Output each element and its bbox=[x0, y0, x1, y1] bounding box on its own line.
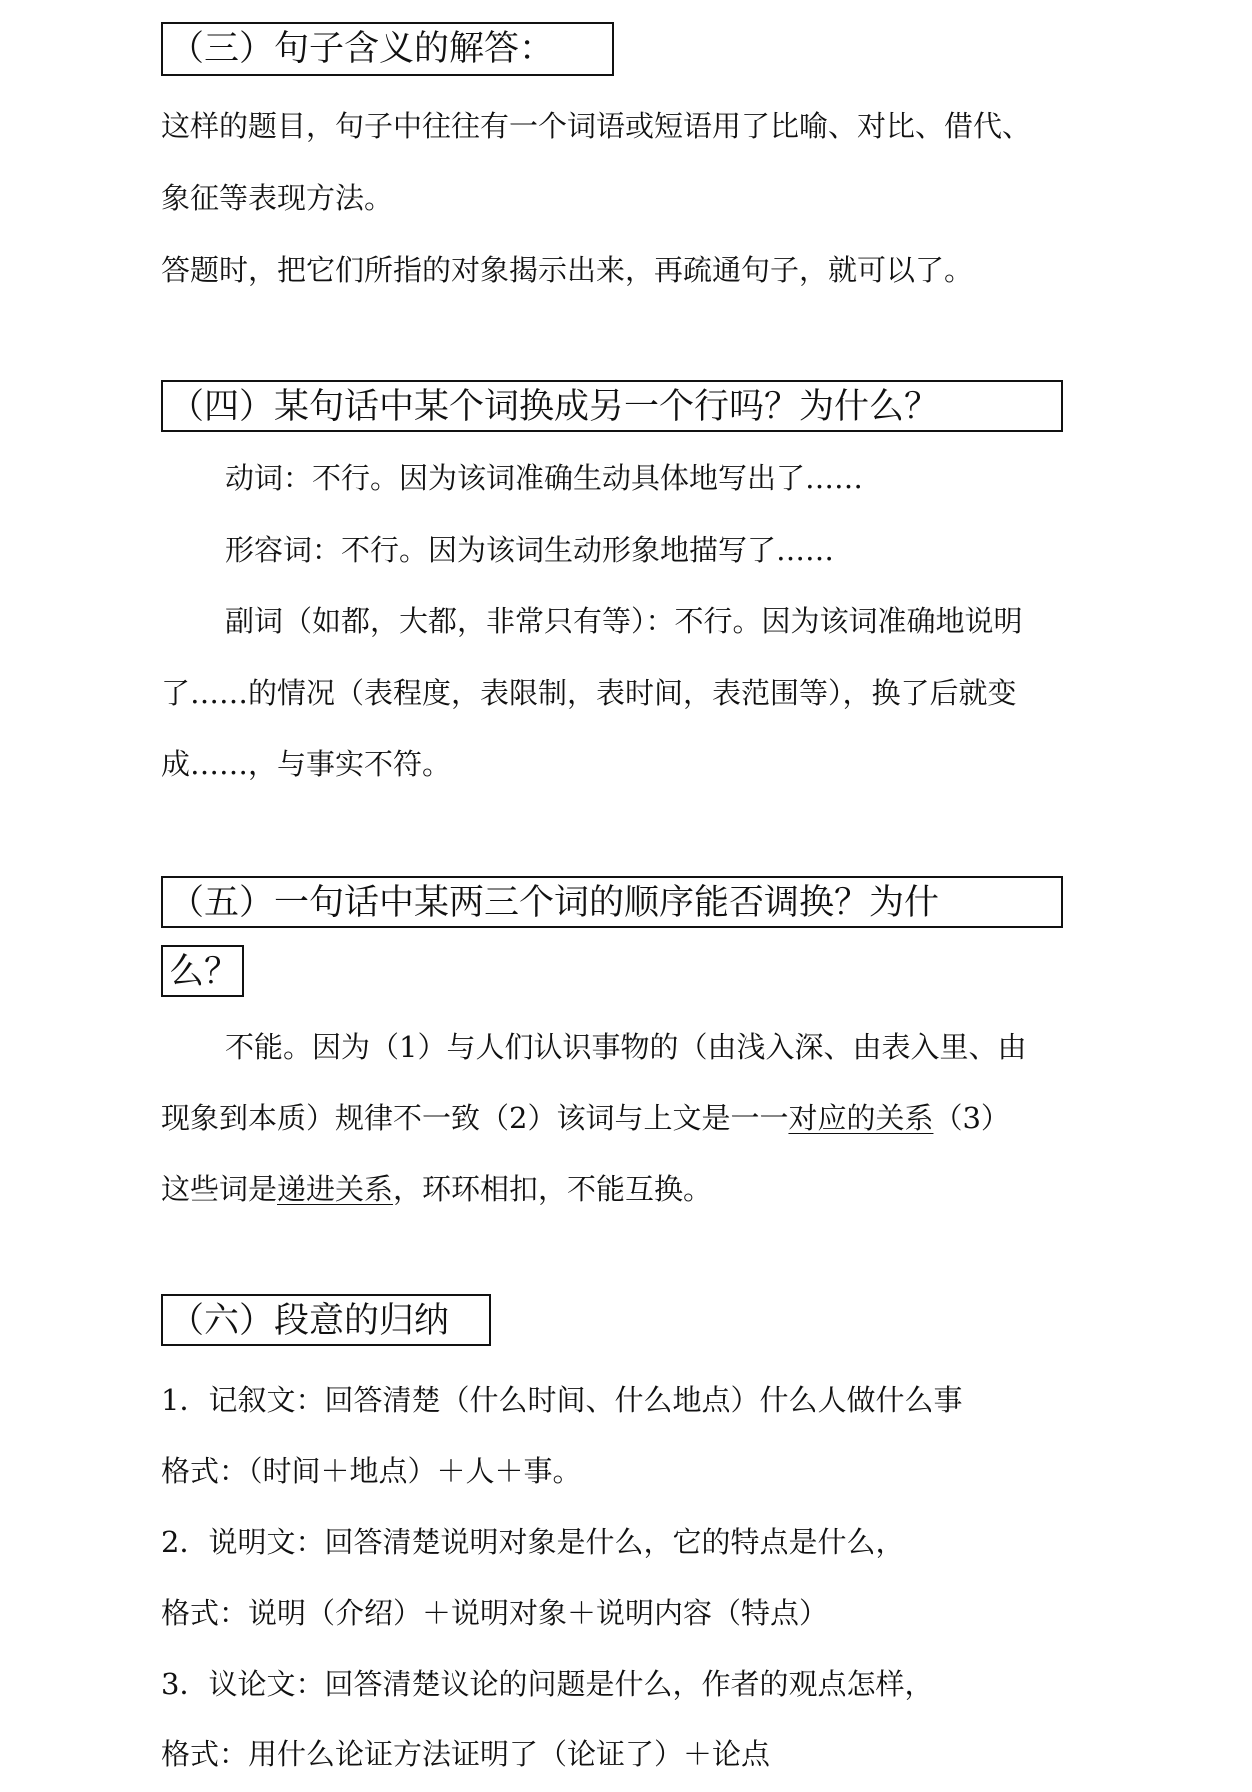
section-4-line-4: 了……的情况（表程度，表限制，表时间，表范围等），换了后就变 bbox=[161, 676, 1017, 710]
section-5-line-2-tail: （3） bbox=[933, 1101, 1010, 1135]
section-4-line-5: 成……，与事实不符。 bbox=[161, 747, 452, 781]
section-6-heading: （六）段意的归纳 bbox=[161, 1294, 491, 1346]
section-6-line-2: 格式：（时间＋地点）＋人＋事。 bbox=[161, 1454, 582, 1488]
section-5-heading-line-1: （五）一句话中某两三个词的顺序能否调换？为什 bbox=[161, 876, 1063, 928]
underlined-progressive: 递进关系 bbox=[277, 1172, 394, 1206]
section-3-line-1: 这样的题目，句子中往往有一个词语或短语用了比喻、对比、借代、 bbox=[161, 109, 1032, 143]
section-6-line-3: 2．说明文：回答清楚说明对象是什么，它的特点是什么， bbox=[161, 1525, 905, 1559]
section-4-heading: （四）某句话中某个词换成另一个行吗？为什么？ bbox=[161, 380, 1063, 432]
section-4-line-2: 形容词：不行。因为该词生动形象地描写了…… bbox=[225, 533, 835, 567]
section-5-line-1: 不能。因为（1）与人们认识事物的（由浅入深、由表入里、由 bbox=[225, 1030, 1027, 1064]
section-4-line-1: 动词：不行。因为该词准确生动具体地写出了…… bbox=[225, 461, 864, 495]
section-4-line-3: 副词（如都，大都，非常只有等）：不行。因为该词准确地说明 bbox=[225, 604, 1023, 638]
section-3-heading: （三）句子含义的解答： bbox=[161, 22, 614, 76]
section-6-line-5: 3．议论文：回答清楚议论的问题是什么，作者的观点怎样， bbox=[161, 1667, 934, 1701]
section-5-line-3 bbox=[161, 1169, 712, 1209]
section-5-heading-line-2: 么？ bbox=[161, 945, 244, 997]
section-6-line-1: 1．记叙文：回答清楚（什么时间、什么地点）什么人做什么事 bbox=[161, 1383, 963, 1417]
section-5-line-3-tail: ，环环相扣，不能互换。 bbox=[393, 1172, 713, 1206]
underlined-correspondence: 对应的关系 bbox=[788, 1101, 934, 1135]
section-6-line-6: 格式：用什么论证方法证明了（论证了）＋论点 bbox=[161, 1737, 771, 1771]
section-3-line-3: 答题时，把它们所指的对象揭示出来，再疏通句子，就可以了。 bbox=[161, 253, 974, 287]
section-6-line-4: 格式：说明（介绍）＋说明对象＋说明内容（特点） bbox=[161, 1596, 829, 1630]
section-5-line-2-text: 现象到本质）规律不一致（2）该词与上文是一一 bbox=[161, 1101, 789, 1135]
section-5-line-2 bbox=[161, 1098, 1010, 1138]
section-5-line-3-text: 这些词是 bbox=[161, 1172, 278, 1206]
section-3-line-2: 象征等表现方法。 bbox=[161, 181, 394, 215]
